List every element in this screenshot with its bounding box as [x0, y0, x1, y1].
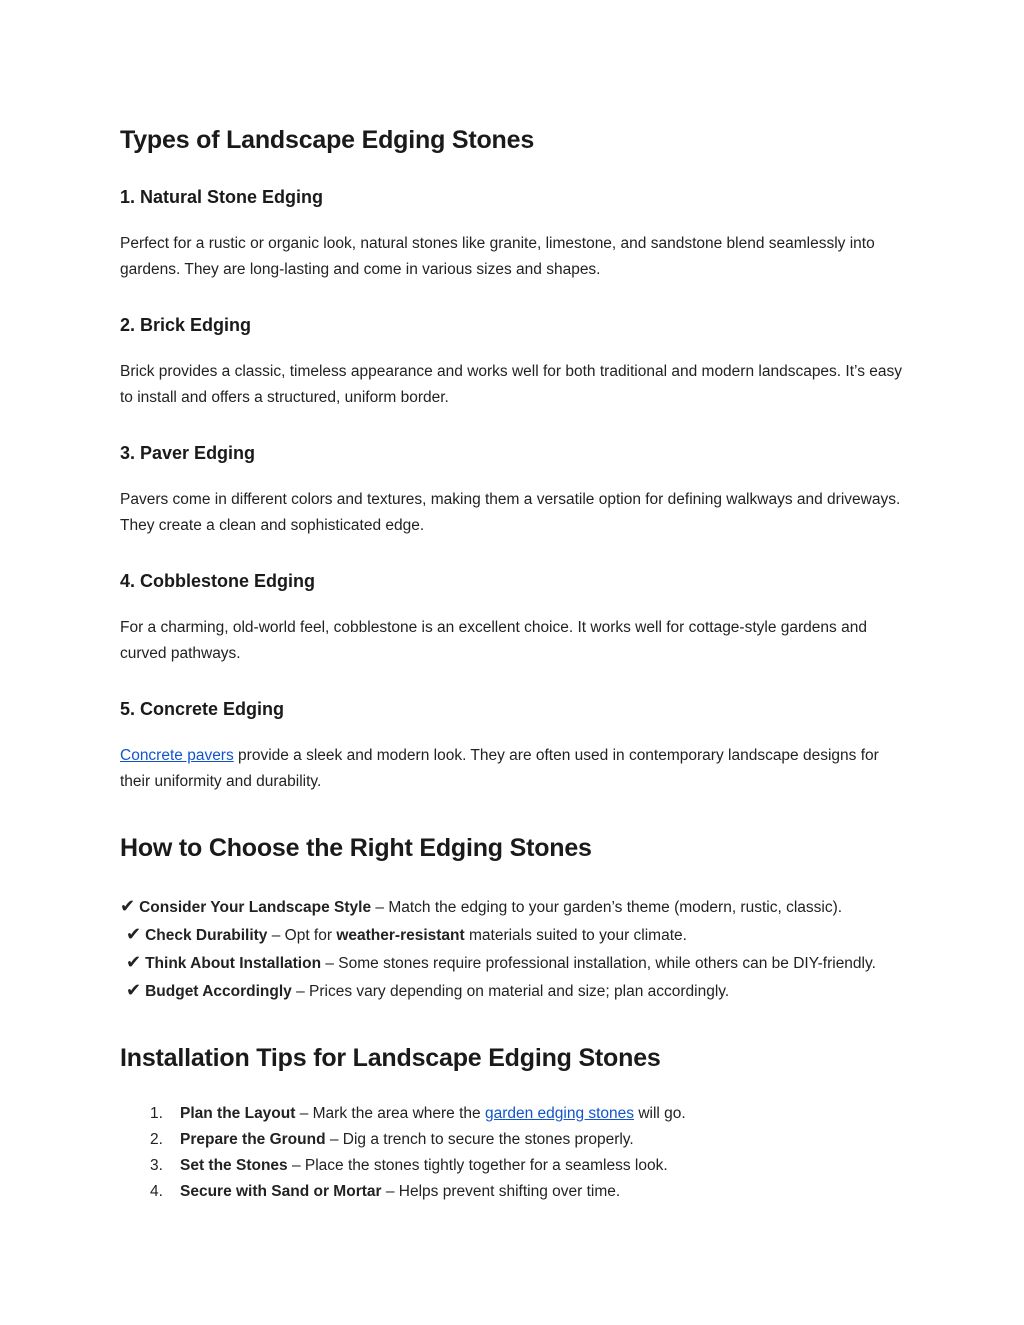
- section-title-install: Installation Tips for Landscape Edging Stones: [120, 1044, 661, 1072]
- checklist-item-bold: Consider Your Landscape Style: [139, 899, 372, 916]
- checklist-item-bold: Think About Installation: [145, 955, 322, 972]
- step-bold: Set the Stones: [180, 1157, 288, 1174]
- step-number: 3.: [150, 1157, 163, 1174]
- checklist-item: [120, 977, 906, 1005]
- step-number: 1.: [150, 1105, 163, 1122]
- checkmark-icon: ✔: [126, 980, 142, 1000]
- step-text: will go.: [634, 1105, 686, 1122]
- checklist-item-text: materials suited to your climate.: [464, 927, 687, 944]
- checklist-item: [120, 921, 906, 949]
- installation-steps: [120, 1101, 906, 1205]
- concrete-pavers-link[interactable]: Concrete pavers: [120, 747, 234, 764]
- checklist-item: [120, 893, 906, 921]
- checkmark-icon: ✔: [126, 952, 142, 972]
- step-bold: Plan the Layout: [180, 1105, 296, 1122]
- garden-edging-stones-link[interactable]: garden edging stones: [484, 1105, 635, 1122]
- checklist-item-text: – Match the edging to your garden’s theme (modern, rustic, classic).: [371, 899, 843, 916]
- checklist-item-bold-inline: weather-resistant: [336, 927, 465, 944]
- step-text: – Helps prevent shifting over time.: [381, 1183, 621, 1200]
- step-text: – Dig a trench to secure the stones properly.: [325, 1131, 634, 1148]
- paragraph-cobblestone: For a charming, old-world feel, cobblestone is an excellent choice. It works well for cottage-style gardens and curved pathways.: [120, 619, 867, 662]
- section-title-types: Types of Landscape Edging Stones: [120, 126, 535, 154]
- checklist-item: [120, 949, 906, 977]
- step-number: 2.: [150, 1131, 163, 1148]
- step-bold: Secure with Sand or Mortar: [180, 1183, 382, 1200]
- paragraph-paver: Pavers come in different colors and textures, making them a versatile option for defining walkways and driveways. They create a clean and sophisticated edge.: [120, 491, 901, 534]
- checklist-item-bold: Budget Accordingly: [145, 983, 292, 1000]
- checklist-item-bold: Check Durability: [145, 927, 268, 944]
- checklist-item-text: – Some stones require professional installation, while others can be DIY-friendly.: [321, 955, 876, 972]
- list-item: [120, 1153, 906, 1179]
- checklist-item-text: – Prices vary depending on material and size; plan accordingly.: [291, 983, 730, 1000]
- checklist: [120, 893, 906, 1005]
- list-item: [120, 1101, 906, 1127]
- checkmark-icon: ✔: [126, 924, 142, 944]
- heading-natural-stone: 1. Natural Stone Edging: [120, 187, 324, 207]
- paragraph-natural-stone: Perfect for a rustic or organic look, natural stones like granite, limestone, and sandstone blend seamlessly into gardens. They are long-lasting and come in various sizes and shapes.: [120, 235, 875, 278]
- paragraph-concrete-text: provide a sleek and modern look. They are often used in contemporary landscape designs for their uniformity and durability.: [120, 747, 879, 790]
- list-item: [120, 1179, 906, 1205]
- heading-cobblestone: 4. Cobblestone Edging: [120, 571, 316, 591]
- step-text: – Mark the area where the: [295, 1105, 485, 1122]
- checkmark-icon: ✔: [120, 896, 136, 916]
- step-text: – Place the stones tightly together for a seamless look.: [287, 1157, 668, 1174]
- section-title-choose: How to Choose the Right Edging Stones: [120, 834, 592, 862]
- heading-concrete: 5. Concrete Edging: [120, 699, 285, 719]
- checklist-item-text: – Opt for: [267, 927, 337, 944]
- step-bold: Prepare the Ground: [180, 1131, 326, 1148]
- paragraph-concrete: [120, 743, 906, 795]
- heading-paver: 3. Paver Edging: [120, 443, 256, 463]
- step-number: 4.: [150, 1183, 163, 1200]
- heading-brick: 2. Brick Edging: [120, 315, 252, 335]
- list-item: [120, 1127, 906, 1153]
- paragraph-brick: Brick provides a classic, timeless appearance and works well for both traditional and modern landscapes. It’s easy to install and offers a structured, uniform border.: [120, 363, 902, 406]
